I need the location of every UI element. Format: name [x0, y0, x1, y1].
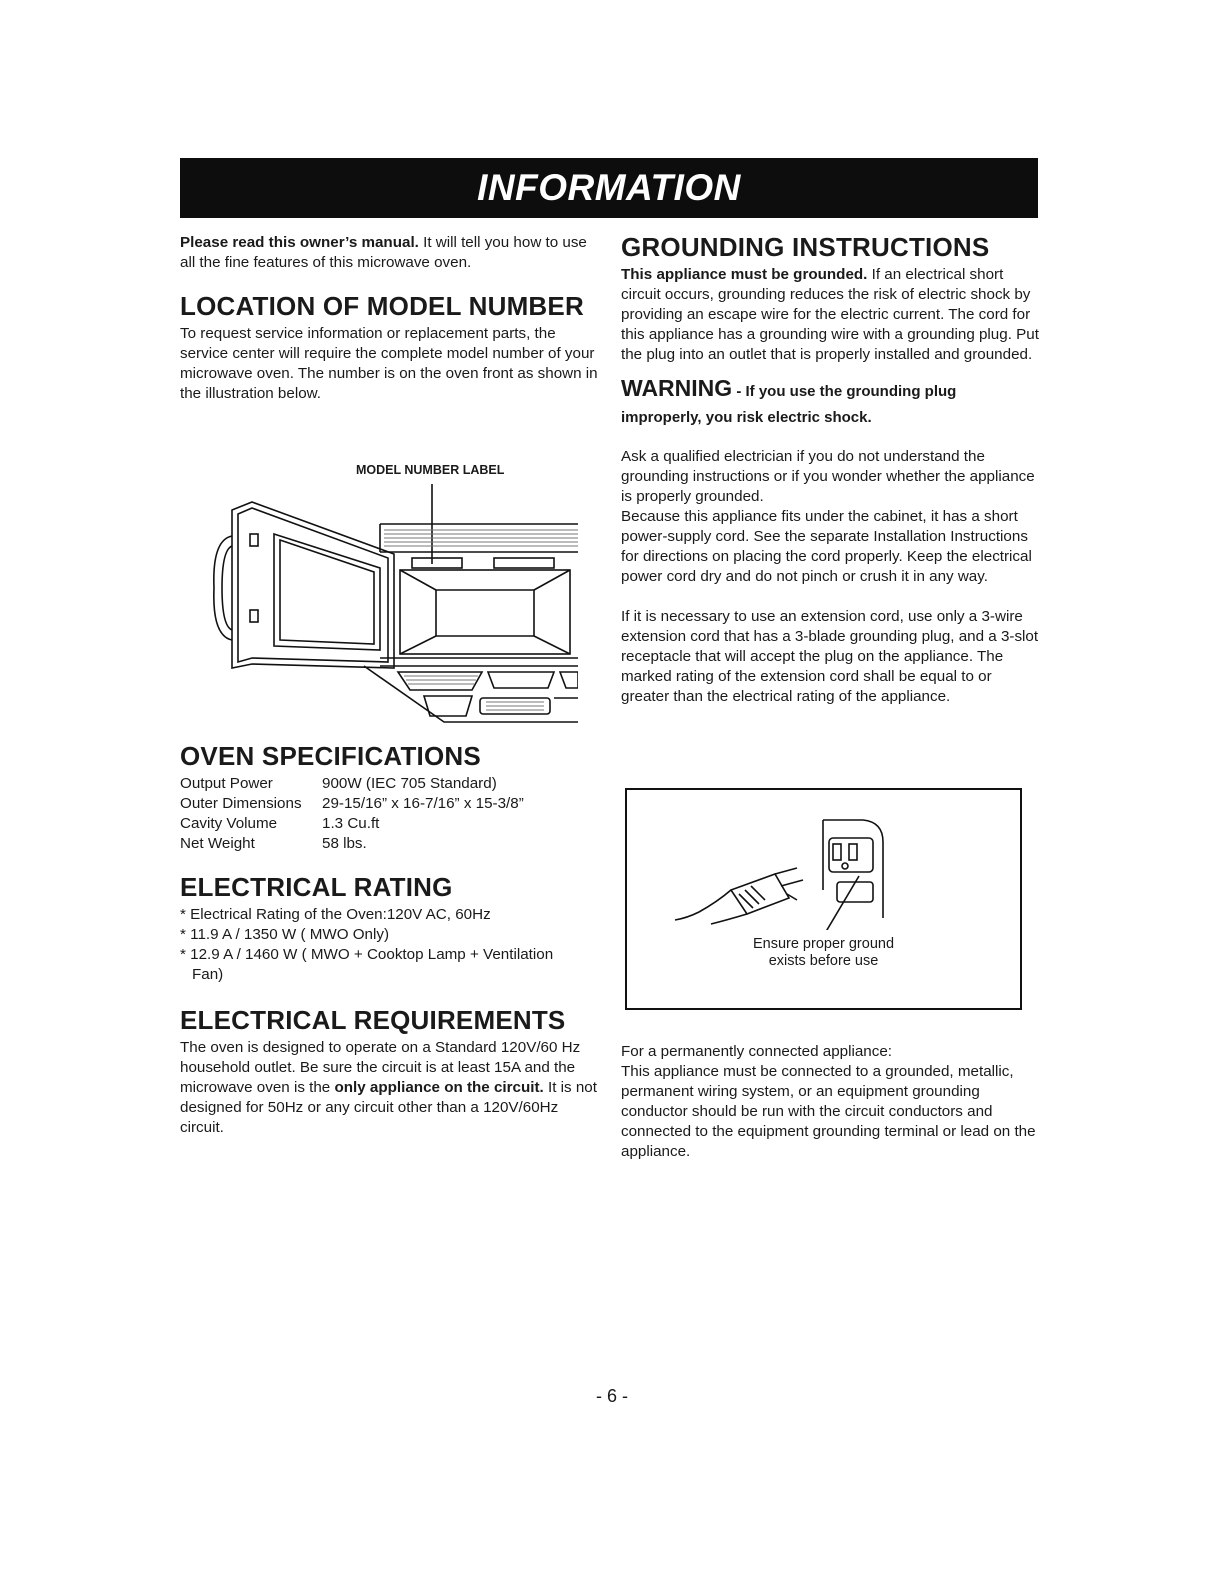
- caption-line-2: exists before use: [768, 953, 879, 969]
- warning-para-1: Ask a qualified electrician if you do not understand the grounding instructions or if you wonder whether the appliance is properly grounded.: [621, 448, 1035, 505]
- spec-value: 29-15/16” x 16-7/16” x 15-3/8”: [322, 795, 524, 812]
- warning-para-3: If it is necessary to use an extension cord, use only a 3-wire extension cord that has a 3-blade grounding plug, and a 3-slot receptacle that will accept the plug on the appliance. The marked rating of the extension cord shall be equal to or greater than the electrical rating of the appliance.: [621, 608, 1039, 705]
- warning-title: [621, 375, 1041, 431]
- requirements-body: [180, 1038, 600, 1138]
- requirements-text-1: The oven is designed to operate on a Standard 120V/60 Hz household outlet. Be sure the circuit is at least 15A and the microwave oven is the: [180, 1039, 581, 1096]
- spec-key: Net Weight: [180, 835, 255, 852]
- intro-bold: Please read this owner’s manual.: [180, 234, 419, 251]
- grounding-bold: This appliance must be grounded.: [621, 266, 868, 283]
- intro-paragraph: [180, 233, 600, 273]
- spec-key: Cavity Volume: [180, 815, 278, 832]
- plug-figure-box: [625, 788, 1022, 1010]
- spec-value: 900W (IEC 705 Standard): [322, 775, 497, 792]
- spec-key: Outer Dimensions: [180, 795, 302, 812]
- right-column: [621, 232, 1041, 707]
- location-heading: LOCATION OF MODEL NUMBER: [180, 291, 584, 321]
- plug-outlet-illustration: [627, 790, 1020, 930]
- requirements-heading: ELECTRICAL REQUIREMENTS: [180, 1005, 566, 1035]
- model-number-figure: [204, 460, 578, 728]
- specs-table: [180, 774, 600, 854]
- spec-row: [180, 834, 600, 854]
- spec-value: 58 lbs.: [322, 835, 367, 852]
- spec-value: 1.3 Cu.ft: [322, 815, 380, 832]
- grounding-heading: GROUNDING INSTRUCTIONS: [621, 232, 990, 262]
- warning-para-2: Because this appliance fits under the cabinet, it has a short power-supply cord. See the separate Installation Instructions for directions on placing the cord properly. Keep the electrical power cord dry and do not pinch or crush it in any way.: [621, 508, 1032, 585]
- rating-heading: ELECTRICAL RATING: [180, 872, 453, 902]
- intro-text: It will tell you how to use all the fine features of this microwave oven.: [180, 234, 587, 271]
- grounding-text: If an electrical short circuit occurs, grounding reduces the risk of electric shock by providing an escape wire for the electric current. The cord for this appliance has a grounding wire with a grounding plug. Put the plug into an outlet that is properly installed and grounded.: [621, 266, 1039, 363]
- requirements-bold: only appliance on the circuit.: [334, 1079, 544, 1096]
- rating-item: * Electrical Rating of the Oven:120V AC, 60Hz: [180, 906, 491, 923]
- location-body: To request service information or replacement parts, the service center will require the complete model number of your microwave oven. The number is on the oven front as shown in the illustration below.: [180, 325, 598, 402]
- warning-label: WARNING: [621, 375, 733, 401]
- spec-key: Output Power: [180, 775, 273, 792]
- specs-heading: OVEN SPECIFICATIONS: [180, 741, 481, 771]
- caption-line-1: Ensure proper ground: [752, 936, 895, 952]
- left-column: [180, 232, 600, 404]
- permanent-body: This appliance must be connected to a grounded, metallic, permanent wiring system, or an equipment grounding conductor should be run with the circuit conductors and connected to the equipment grounding terminal or lead on the appliance.: [621, 1063, 1036, 1160]
- rating-item: * 11.9 A / 1350 W ( MWO Only): [180, 926, 390, 943]
- plug-caption: [627, 936, 1020, 970]
- warning-subtitle: - If you use the grounding plug improperly, you risk electric shock.: [621, 383, 957, 426]
- information-banner: [180, 158, 1038, 218]
- permanent-intro: For a permanently connected appliance:: [621, 1043, 893, 1060]
- model-number-label: MODEL NUMBER LABEL: [356, 463, 505, 477]
- spec-row: [180, 794, 600, 814]
- permanent-section: [621, 1042, 1041, 1162]
- rating-list: [180, 905, 560, 985]
- microwave-illustration: [204, 460, 578, 728]
- spec-row: [180, 814, 600, 834]
- grounding-body: [621, 265, 1041, 365]
- spec-row: [180, 774, 600, 794]
- left-column-lower: [180, 741, 600, 1138]
- rating-item: * 12.9 A / 1460 W ( MWO + Cooktop Lamp + Ventilation Fan): [180, 946, 554, 983]
- requirements-text-2: It is not designed for 50Hz or any circuit other than a 120V/60Hz circuit.: [180, 1079, 597, 1136]
- banner-title: INFORMATION: [477, 167, 741, 208]
- page-number: - 6 -: [595, 1386, 628, 1406]
